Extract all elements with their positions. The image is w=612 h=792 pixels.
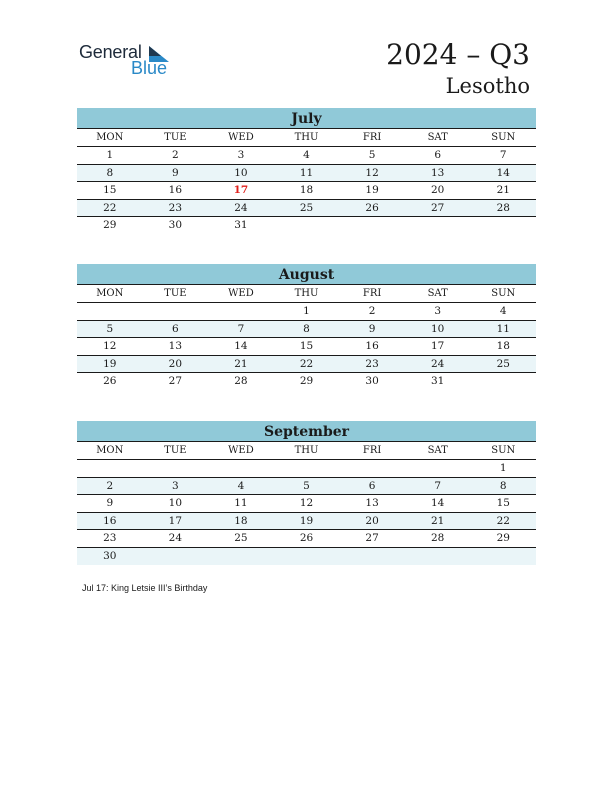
day-cell	[274, 548, 340, 565]
day-cell	[405, 548, 471, 565]
day-cell	[274, 460, 340, 477]
day-cell: 29	[496, 532, 510, 545]
month-calendar-august	[77, 264, 536, 390]
country-name: Lesotho	[445, 74, 530, 98]
day-cell: 10	[234, 166, 248, 179]
day-cell: 24	[430, 357, 445, 370]
day-cell: 16	[168, 184, 183, 197]
week-row	[77, 165, 536, 183]
page-title: 2024 – Q3	[386, 38, 530, 71]
day-cell: 24	[234, 201, 248, 214]
day-cell: 2	[106, 479, 114, 492]
day-cell	[470, 217, 536, 234]
weekday-label: FRI	[362, 445, 382, 456]
day-cell: 23	[168, 201, 183, 214]
day-cell: 21	[234, 357, 248, 370]
day-cell: 24	[168, 532, 183, 545]
logo-word-blue: Blue	[131, 58, 168, 78]
day-cell: 25	[496, 357, 510, 370]
week-row	[77, 460, 536, 478]
weekday-label: TUE	[164, 445, 187, 456]
week-row	[77, 373, 536, 390]
week-row	[77, 217, 536, 234]
day-cell	[405, 460, 471, 477]
day-cell	[470, 548, 536, 565]
day-cell: 21	[430, 514, 445, 527]
weekday-label: SUN	[491, 445, 516, 456]
day-cell: 25	[234, 532, 248, 545]
weekday-header-row	[77, 442, 536, 460]
day-cell: 28	[430, 532, 445, 545]
day-cell	[405, 217, 471, 234]
day-cell: 6	[368, 479, 376, 492]
day-cell	[143, 303, 209, 320]
day-cell: 22	[496, 514, 510, 527]
month-title: August	[77, 264, 536, 285]
weekday-label: THU	[294, 288, 319, 299]
day-cell	[339, 217, 405, 234]
day-cell	[339, 460, 405, 477]
day-cell: 11	[496, 322, 510, 335]
day-cell: 14	[496, 166, 510, 179]
weekday-label: SUN	[491, 288, 516, 299]
day-cell: 27	[168, 375, 183, 388]
weekday-label: SAT	[427, 288, 448, 299]
weekday-header-row	[77, 285, 536, 303]
day-cell: 23	[103, 532, 117, 545]
holiday-note: Jul 17: King Letsie III’s Birthday	[82, 583, 208, 593]
day-cell: 5	[303, 479, 310, 492]
day-cell	[208, 548, 274, 565]
day-cell: 30	[365, 375, 379, 388]
day-cell: 15	[299, 340, 314, 353]
day-cell: 13	[430, 166, 445, 179]
day-cell: 2	[368, 305, 376, 317]
month-calendar-july	[77, 108, 536, 234]
day-cell: 12	[299, 497, 314, 510]
day-cell: 1	[303, 305, 310, 317]
day-cell: 30	[103, 549, 117, 562]
day-cell: 3	[434, 305, 442, 317]
day-cell: 31	[234, 219, 248, 232]
day-cell	[77, 303, 143, 320]
weekday-label: WED	[228, 445, 254, 456]
day-cell: 28	[234, 375, 248, 388]
weekday-label: SAT	[427, 132, 448, 143]
week-row	[77, 200, 536, 218]
day-cell: 8	[106, 166, 114, 179]
week-row	[77, 321, 536, 339]
week-row	[77, 513, 536, 531]
day-cell: 12	[365, 166, 379, 179]
day-cell: 13	[365, 497, 379, 510]
weekday-label: SAT	[427, 445, 448, 456]
day-cell: 16	[103, 514, 117, 527]
day-cell: 8	[303, 322, 310, 335]
week-row	[77, 478, 536, 496]
week-row	[77, 182, 536, 200]
day-cell: 26	[103, 375, 117, 388]
weekday-label: WED	[228, 288, 254, 299]
day-cell	[77, 460, 143, 477]
day-cell: 27	[365, 532, 379, 545]
day-cell: 29	[299, 375, 314, 388]
day-cell	[208, 303, 274, 320]
weekday-label: THU	[294, 445, 319, 456]
day-cell: 14	[430, 497, 445, 510]
day-cell	[339, 548, 405, 565]
day-cell: 7	[237, 322, 245, 335]
day-cell: 22	[103, 201, 117, 214]
month-title: September	[77, 421, 536, 442]
day-cell: 10	[168, 497, 183, 510]
day-cell: 4	[499, 305, 507, 317]
day-cell: 26	[365, 201, 379, 214]
day-cell	[143, 548, 209, 565]
day-cell: 9	[106, 497, 114, 510]
day-cell: 5	[368, 149, 376, 161]
day-cell: 7	[499, 149, 507, 161]
day-cell: 19	[365, 184, 379, 197]
day-cell: 4	[303, 149, 310, 161]
day-cell: 18	[234, 514, 248, 527]
month-title: July	[77, 108, 536, 129]
day-cell: 17	[430, 340, 445, 353]
day-cell	[274, 217, 340, 234]
month-calendar-september	[77, 421, 536, 565]
day-cell: 19	[299, 514, 314, 527]
day-cell: 20	[168, 357, 183, 370]
day-cell: 9	[368, 322, 376, 335]
day-cell: 9	[172, 166, 179, 179]
day-cell: 30	[168, 219, 183, 232]
weekday-label: TUE	[164, 132, 187, 143]
day-cell: 20	[430, 184, 445, 197]
day-cell: 18	[299, 184, 314, 197]
day-cell: 14	[234, 340, 248, 353]
day-cell: 16	[365, 340, 379, 353]
week-row	[77, 303, 536, 321]
day-cell: 15	[496, 497, 510, 510]
weekday-label: MON	[96, 445, 124, 456]
day-cell: 3	[237, 149, 245, 161]
weekday-label: MON	[96, 288, 124, 299]
day-cell: 1	[499, 462, 507, 474]
day-cell: 17	[168, 514, 183, 527]
weekday-label: SUN	[491, 132, 516, 143]
day-cell: 10	[430, 322, 445, 335]
day-cell: 21	[496, 184, 510, 197]
day-cell: 31	[430, 375, 445, 388]
weekday-label: THU	[294, 132, 319, 143]
day-cell: 19	[103, 357, 117, 370]
day-cell: 26	[299, 532, 314, 545]
day-cell: 27	[430, 201, 445, 214]
day-cell: 1	[106, 149, 114, 161]
day-cell: 22	[299, 357, 314, 370]
generalblue-logo	[79, 42, 179, 78]
week-row	[77, 548, 536, 565]
day-cell	[143, 460, 209, 477]
day-cell: 11	[234, 497, 248, 510]
day-cell: 7	[434, 479, 442, 492]
day-cell: 2	[172, 149, 179, 161]
day-cell: 11	[299, 166, 314, 179]
day-cell: 6	[434, 149, 442, 161]
day-cell: 17	[233, 184, 249, 197]
weekday-label: MON	[96, 132, 124, 143]
week-row	[77, 356, 536, 374]
weekday-label: TUE	[164, 288, 187, 299]
day-cell	[208, 460, 274, 477]
day-cell: 15	[103, 184, 117, 197]
weekday-label: WED	[228, 132, 254, 143]
day-cell: 23	[365, 357, 379, 370]
day-cell: 8	[499, 479, 507, 492]
weekday-label: FRI	[362, 288, 382, 299]
week-row	[77, 338, 536, 356]
week-row	[77, 530, 536, 548]
day-cell: 3	[172, 479, 179, 492]
day-cell: 29	[103, 219, 117, 232]
day-cell: 28	[496, 201, 510, 214]
day-cell: 12	[103, 340, 117, 353]
day-cell: 5	[106, 322, 114, 335]
weekday-label: FRI	[362, 132, 382, 143]
day-cell: 4	[237, 479, 245, 492]
day-cell: 13	[168, 340, 183, 353]
day-cell	[470, 373, 536, 390]
weekday-header-row	[77, 129, 536, 147]
day-cell: 6	[172, 322, 179, 335]
logo-word-general: General	[79, 42, 142, 62]
week-row	[77, 147, 536, 165]
day-cell: 25	[299, 201, 314, 214]
week-row	[77, 495, 536, 513]
day-cell: 18	[496, 340, 510, 353]
day-cell: 20	[365, 514, 379, 527]
